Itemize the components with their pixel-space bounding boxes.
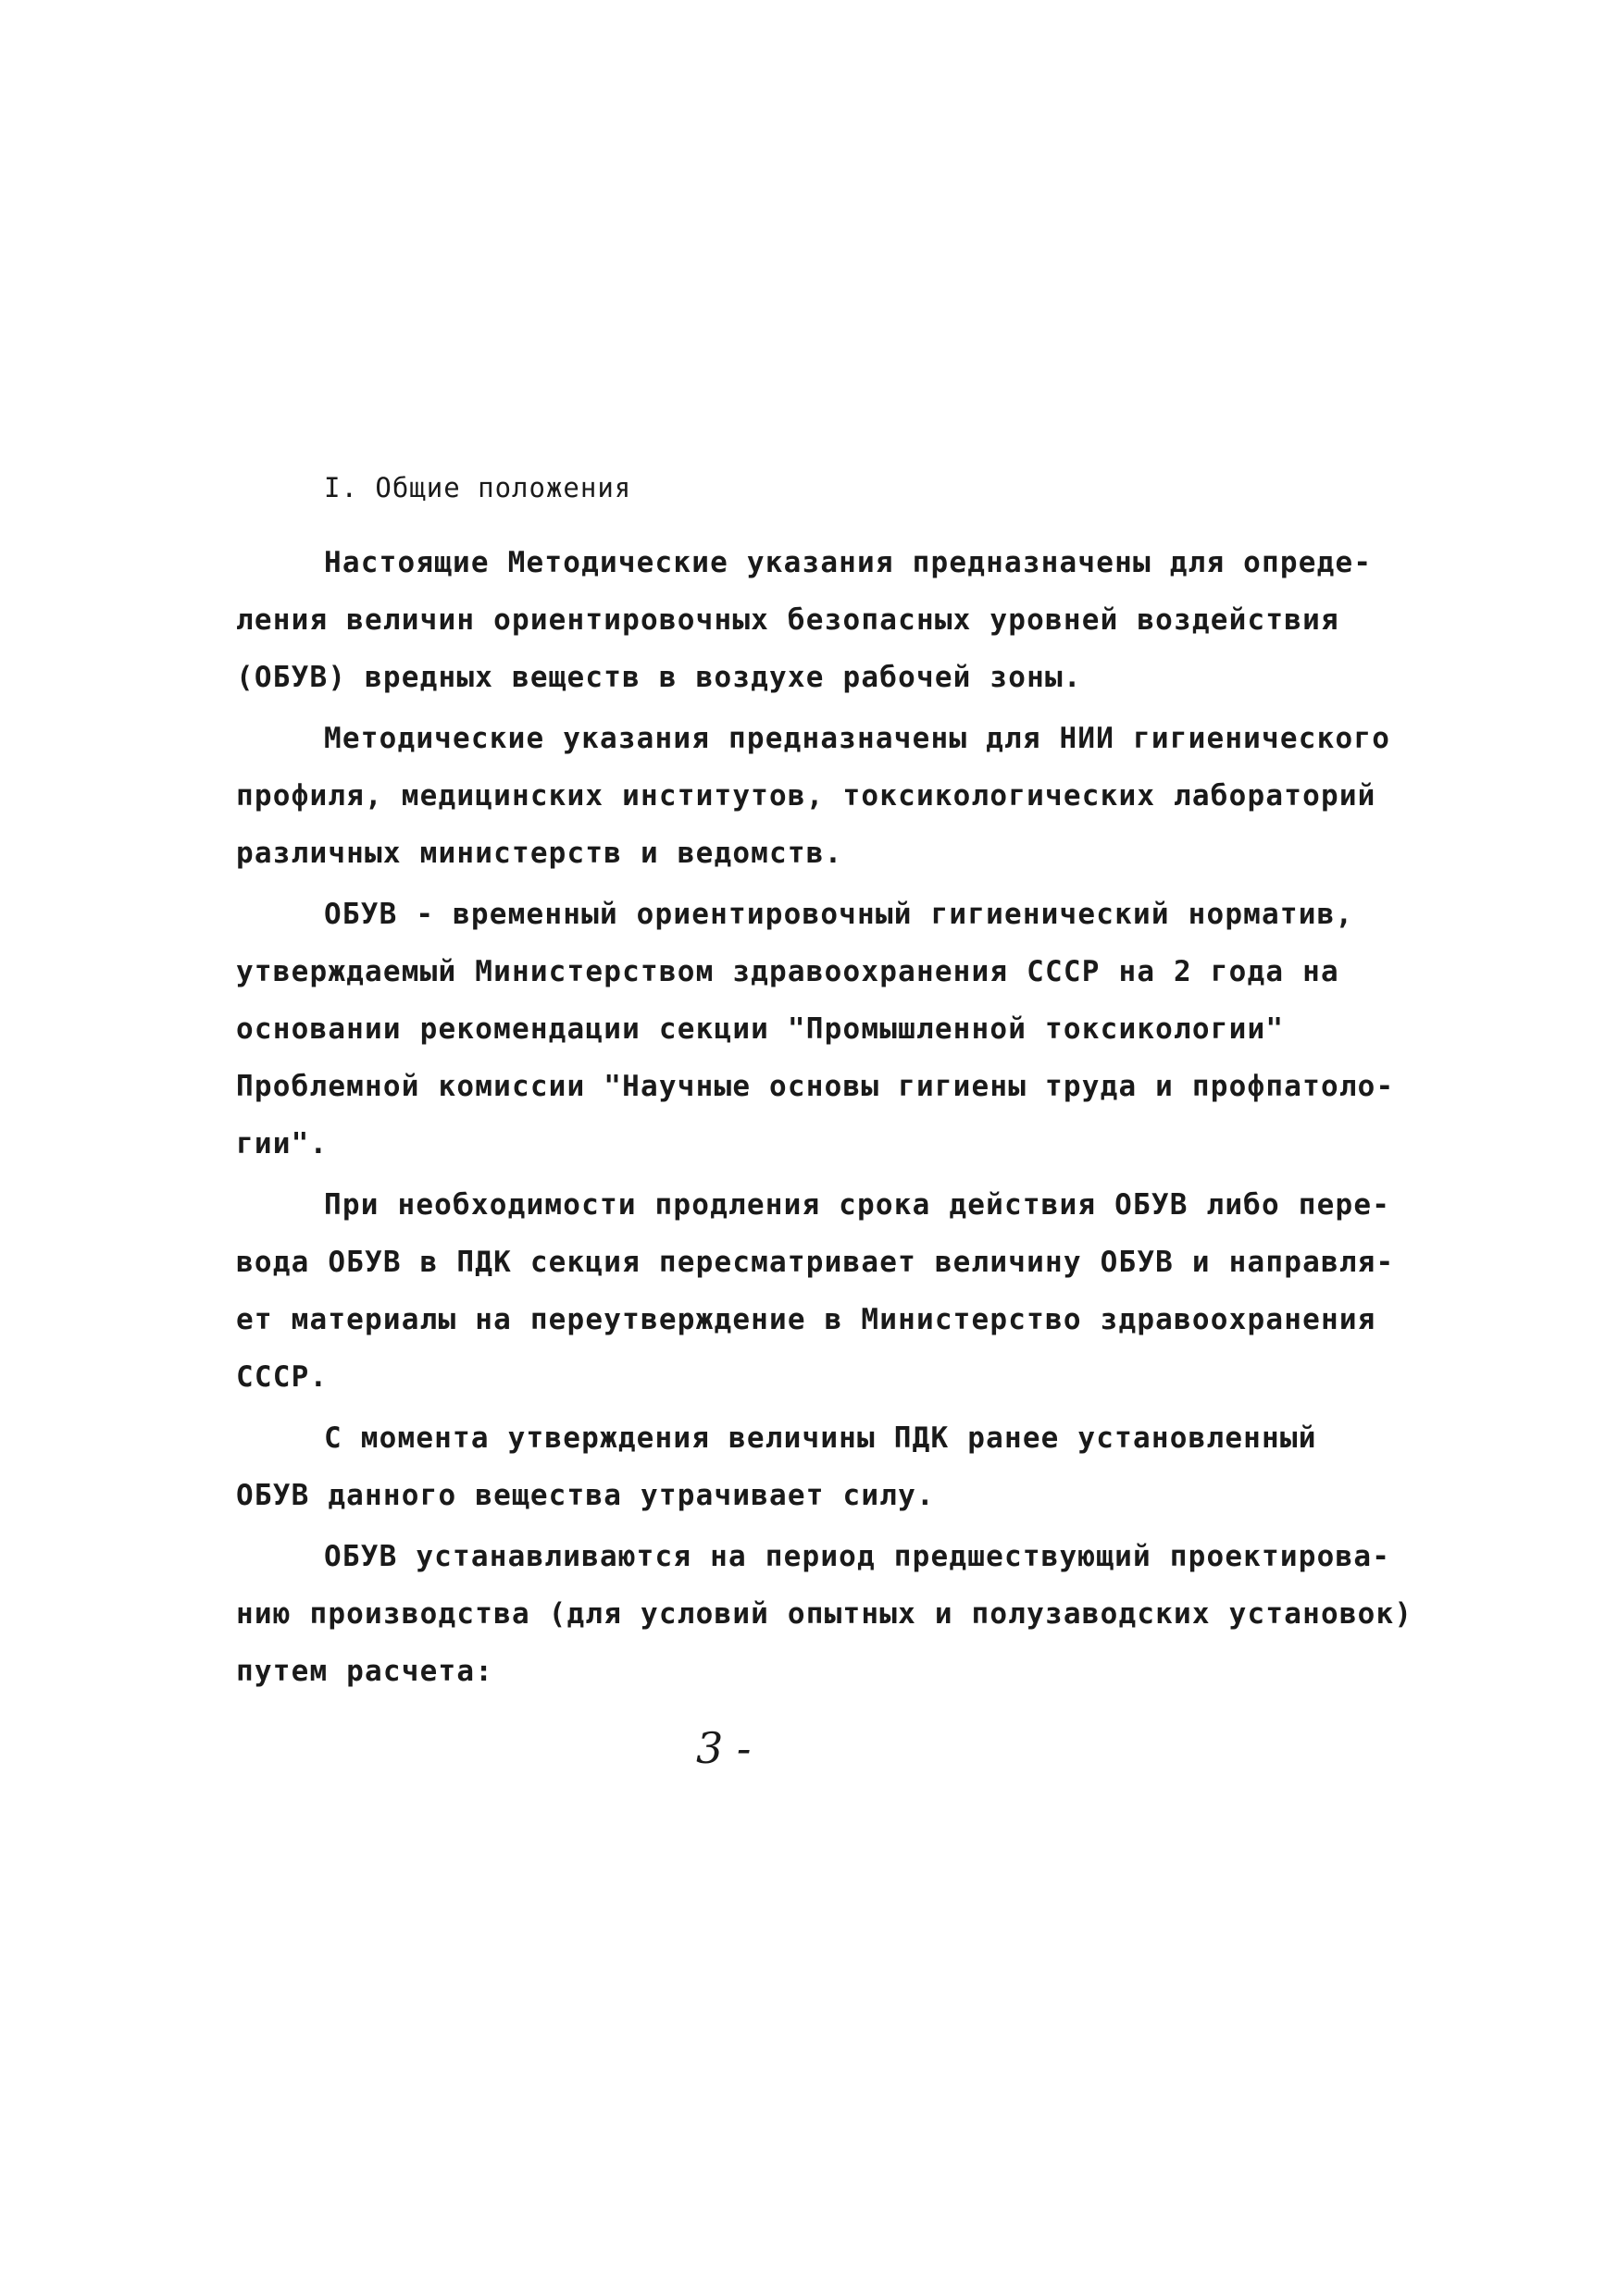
- paragraph-3-line-5: гии".: [236, 1127, 329, 1160]
- paragraph-4-line-4: СССР.: [236, 1360, 329, 1394]
- paragraph-2-line-3: различных министерств и ведомств.: [236, 837, 843, 870]
- paragraph-5-line-2: ОБУВ данного вещества утрачивает силу.: [236, 1479, 935, 1512]
- paragraph-5-line-1: С момента утверждения величины ПДК ранее установленный: [324, 1421, 1317, 1455]
- paragraph-2-line-1: Методические указания предназначены для НИИ гигиенического: [324, 722, 1391, 755]
- paragraph-3-line-1: ОБУВ - временный ориентировочный гигиенический норматив,: [324, 898, 1354, 931]
- paragraph-6-line-3: путем расчета:: [236, 1655, 494, 1688]
- paragraph-1-line-3: (ОБУВ) вредных веществ в воздухе рабочей зоны.: [236, 661, 1082, 694]
- section-heading: I. Общие положения: [324, 472, 632, 503]
- paragraph-4-line-1: При необходимости продления срока действия ОБУВ либо пере-: [324, 1188, 1391, 1222]
- paragraph-2-line-2: профиля, медицинских институтов, токсикологических лабораторий: [236, 779, 1376, 813]
- paragraph-3-line-3: основании рекомендации секции "Промышленной токсикологии": [236, 1012, 1285, 1046]
- paragraph-1-line-2: ления величин ориентировочных безопасных уровней воздействия: [236, 603, 1339, 637]
- page-number: 3 -: [696, 1723, 752, 1773]
- paragraph-1-line-1: Настоящие Методические указания предназначены для опреде-: [324, 546, 1373, 579]
- paragraph-6-line-2: нию производства (для условий опытных и полузаводских установок): [236, 1597, 1413, 1631]
- paragraph-3-line-4: Проблемной комиссии "Научные основы гигиены труда и профпатоло-: [236, 1070, 1395, 1103]
- paragraph-3-line-2: утверждаемый Министерством здравоохранения СССР на 2 года на: [236, 955, 1339, 988]
- paragraph-6-line-1: ОБУВ устанавливаются на период предшествующий проектирова-: [324, 1540, 1391, 1573]
- paragraph-4-line-2: вода ОБУВ в ПДК секция пересматривает величину ОБУВ и направля-: [236, 1246, 1395, 1279]
- paragraph-4-line-3: ет материалы на переутверждение в Министерство здравоохранения: [236, 1303, 1376, 1336]
